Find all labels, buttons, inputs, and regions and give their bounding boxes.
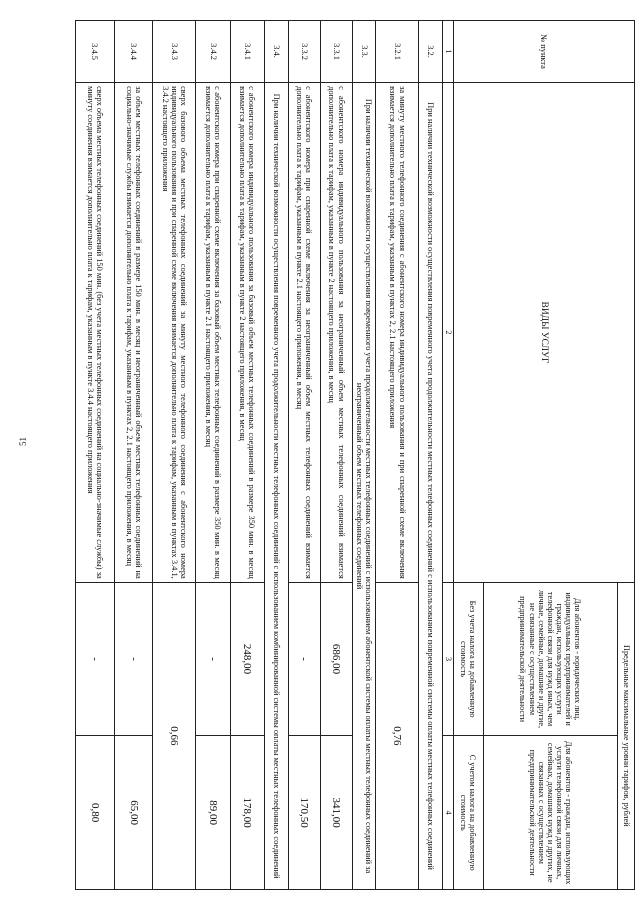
table-row bbox=[196, 21, 230, 890]
section-heading: При наличии технической возможности осуществления повременного учета продолжительности местных телефонных соединений с использованием комбинированной системы оплаты местных телефонных соединений bbox=[264, 83, 288, 890]
section-heading: При наличии технической возможности осуществления повременного учета продолжительности местных телефонных соединений с использованием абонентской системы оплаты местных телефонных соединений за неограниченный объем местных телефонных соединений bbox=[352, 83, 376, 890]
column-number: 1 bbox=[442, 21, 453, 83]
point-number: 3.4.3 bbox=[153, 21, 196, 83]
table-row bbox=[230, 21, 264, 890]
table-row-section bbox=[264, 21, 288, 890]
page-number: 51 bbox=[18, 437, 28, 446]
tariff-with-vat: 65,00 bbox=[114, 736, 153, 890]
service-description: с абонентского номера при спаренной схеме включения за неограниченный объем местных телефонных соединений взимается дополнительно плата к тарифам, указанным в пункте 2.1 настоящего приложения, в месяц bbox=[288, 83, 320, 583]
tariff-table-rotated bbox=[75, 20, 635, 890]
header-point-number: № пункта bbox=[453, 21, 634, 83]
header-legal-entities: Для абонентов - юридических лиц, индивидуальных предпринимателей и граждан, использующих услуги телефонной связи для нужд иных, чем личные, семейные, домашние и другие, не связанные с осуществлением предпринимательской деятельности bbox=[483, 582, 617, 736]
header-service-types: ВИДЫ УСЛУГ bbox=[453, 83, 634, 583]
point-number: 3.4.1 bbox=[230, 21, 264, 83]
tariff-with-vat: 178,00 bbox=[230, 736, 264, 890]
service-description: сверх базового объема местных телефонных соединений за минуту местного телефонного соединения с абонентского номера индивидуального пользования и при спаренной схеме включения взимается дополнительно плата к тарифам, указанным в пунктах 3.4.1, 3.4.2 настоящего приложения bbox=[153, 83, 196, 583]
tariff-with-vat: 89,00 bbox=[196, 736, 230, 890]
service-description: с абонентского номера при спаренной схеме включения за базовый объем местных телефонных соединений в размере 350 мин. в месяц взимается дополнительно плата к тарифам, указанным в пункте 2.1 настоящего приложения, в месяц bbox=[196, 83, 230, 583]
service-description: с абонентского номера индивидуального пользования за базовый объем местных телефонных соединений в размере 350 мин. в месяц взимается дополнительно плата к тарифам, указанным в пункте 2 настоящего приложения, в месяц bbox=[230, 83, 264, 583]
header-citizens: Для абонентов - граждан, использующих услуги телефонной связи для личных, семейных, домашних нужд и других, не связанных с осуществлением предпринимательской деятельности bbox=[483, 736, 617, 890]
point-number: 3.4.2 bbox=[196, 21, 230, 83]
table-row-section bbox=[352, 21, 376, 890]
column-number: 2 bbox=[442, 83, 453, 583]
point-number: 3.4. bbox=[264, 21, 288, 83]
column-number-row bbox=[442, 21, 453, 890]
point-number: 3.2.1 bbox=[376, 21, 419, 83]
service-description: за объем местных телефонных соединений в размере 150 мин. в месяц и неограниченный объем местных телефонных соединений на социально-значимые службы взимается дополнительно плата к тарифам, указанным в пунктах 2, 2.1 настоящего приложения, в месяц bbox=[114, 83, 153, 583]
table-row bbox=[114, 21, 153, 890]
tariff-without-vat: 248,00 bbox=[230, 582, 264, 736]
point-number: 3.4.5 bbox=[76, 21, 115, 83]
tariff-with-vat: 341,00 bbox=[320, 736, 352, 890]
tariff-without-vat: 686,00 bbox=[320, 582, 352, 736]
table-row bbox=[320, 21, 352, 890]
service-description: сверх объема местных телефонных соединений 150 мин. (без учета местных телефонных соединений на социально-значимые службы) за минуту соединения взимается дополнительно плата к тарифам, указанным в пункте 3.4.4 настоящего приложения bbox=[76, 83, 115, 583]
point-number: 3.2. bbox=[419, 21, 443, 83]
table-row bbox=[76, 21, 115, 890]
tariff-without-vat: - bbox=[114, 582, 153, 736]
header-with-vat: С учетом налога на добавленную стоимость bbox=[453, 736, 483, 890]
service-description: с абонентского номера индивидуального пользования за неограниченный объем местных телефонных соединений взимается дополнительно плата к тарифам, указанным в пункте 2 настоящего приложения, в месяц bbox=[320, 83, 352, 583]
point-number: 3.3. bbox=[352, 21, 376, 83]
tariff-with-vat: 170,50 bbox=[288, 736, 320, 890]
point-number: 3.3.1 bbox=[320, 21, 352, 83]
point-number: 3.4.4 bbox=[114, 21, 153, 83]
table-row bbox=[288, 21, 320, 890]
tariff-value: 0,66 bbox=[153, 582, 196, 889]
service-description: за минуту местного телефонного соединения с абонентского номера индивидуального пользования и при спаренной схеме включения взимается дополнительно плата к тарифам, указанным в пунктах 2, 2.1 настоящего приложения bbox=[376, 83, 419, 583]
tariff-value: 0,76 bbox=[376, 582, 419, 889]
tariff-without-vat: - bbox=[196, 582, 230, 736]
header-tariff-levels: Предельные максимальные уровни тарифов, рублей bbox=[617, 582, 634, 889]
header-without-vat: Без учета налога на добавленную стоимость bbox=[453, 582, 483, 736]
tariff-table bbox=[75, 20, 635, 890]
table-row bbox=[153, 21, 196, 890]
column-number: 3 bbox=[442, 582, 453, 736]
table-row bbox=[376, 21, 419, 890]
tariff-with-vat: 0,80 bbox=[76, 736, 115, 890]
point-number: 3.3.2 bbox=[288, 21, 320, 83]
tariff-without-vat: - bbox=[76, 582, 115, 736]
section-heading: При наличии технической возможности осуществления повременного учета продолжительности местных телефонных соединений с использованием повременной системы оплаты местных телефонных соединений bbox=[419, 83, 443, 890]
table-row-section bbox=[419, 21, 443, 890]
column-number: 4 bbox=[442, 736, 453, 890]
tariff-without-vat: - bbox=[288, 582, 320, 736]
